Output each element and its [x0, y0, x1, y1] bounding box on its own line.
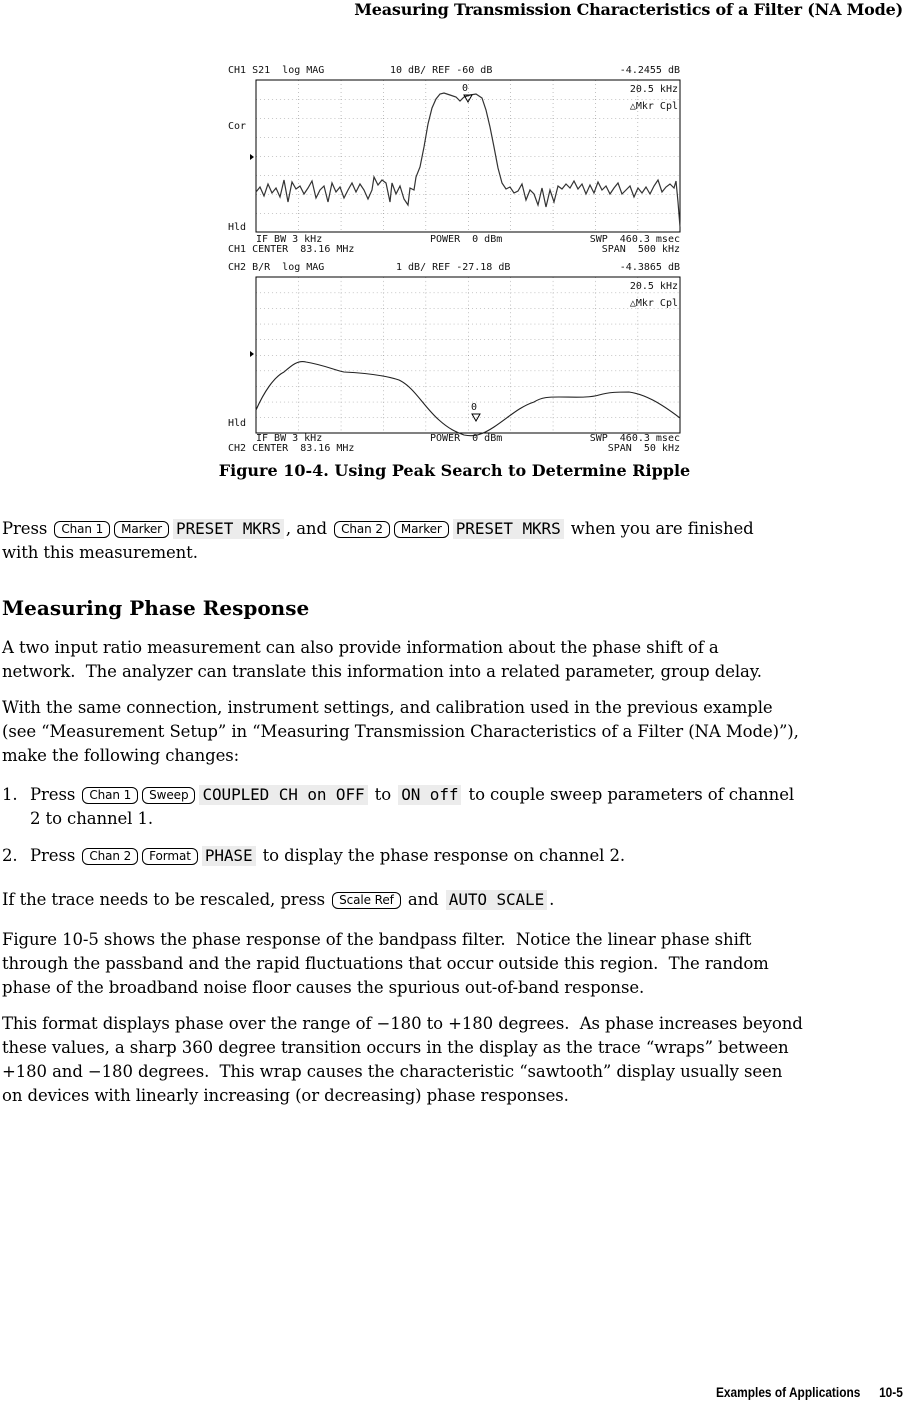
- ch2-header-scale: 1 dB/ REF -27.18 dB: [396, 262, 511, 273]
- ch1-center: CH1 CENTER 83.16 MHz: [228, 244, 355, 255]
- ch1-cor: Cor: [228, 121, 247, 132]
- section-heading: Measuring Phase Response: [2, 596, 310, 620]
- text-line: [2, 517, 754, 541]
- text-line: [2, 541, 754, 565]
- hardkey-chan-2: Chan 2: [82, 848, 138, 865]
- ch1-span: SPAN 500 kHz: [601, 244, 680, 255]
- ch1-ref-pointer: [250, 154, 254, 160]
- paragraph: [2, 636, 762, 684]
- text-line: [2, 660, 762, 684]
- softkey-phase: PHASE: [202, 846, 256, 866]
- paragraph: [2, 928, 769, 1000]
- ch2-ref-pointer: [250, 351, 254, 357]
- softkey-preset-mkrs: PRESET MKRS: [453, 519, 564, 539]
- ch1-marker-freq: 20.5 kHz: [629, 84, 678, 95]
- text: to display the phase response on channel 2.: [257, 846, 625, 865]
- paragraph: [2, 1012, 803, 1108]
- list-item: [2, 844, 625, 868]
- ch2-ifbw: IF BW 3 kHz: [256, 433, 323, 444]
- ch2-span: SPAN 50 kHz: [607, 443, 680, 454]
- text: A two input ratio measurement can also provide information about the phase shift of a: [2, 638, 719, 657]
- softkey-on-off: ON off: [398, 785, 461, 805]
- paragraph: [2, 696, 799, 768]
- ch2-center: CH2 CENTER 83.16 MHz: [228, 443, 355, 454]
- ch2-marker-freq: 20.5 kHz: [629, 281, 678, 292]
- text: If the trace needs to be rescaled, press: [2, 890, 331, 909]
- figure-caption: Figure 10-4. Using Peak Search to Determine Ripple: [218, 461, 691, 480]
- text: .: [549, 890, 555, 909]
- hardkey-scale-ref: Scale Ref: [332, 892, 401, 909]
- hardkey-marker: Marker: [114, 521, 169, 538]
- hardkey-chan-1: Chan 1: [82, 787, 138, 804]
- ch2-mkr-cpl: △Mkr Cpl: [629, 298, 678, 309]
- ch2-sweep-time: SWP 460.3 msec: [589, 433, 680, 444]
- softkey-preset-mkrs: PRESET MKRS: [173, 519, 284, 539]
- ch2-marker-label: 0: [471, 402, 478, 413]
- text: , and: [285, 519, 333, 538]
- text: when you are finished: [565, 519, 754, 538]
- text: With the same connection, instrument settings, and calibration used in the previous example: [2, 698, 773, 717]
- text-line: [2, 1036, 803, 1060]
- ch1-marker-value: -4.2455 dB: [619, 65, 680, 76]
- ch2-hold: Hld: [228, 418, 247, 429]
- ch2-power: POWER 0 dBm: [430, 433, 503, 444]
- text: 2 to channel 1.: [30, 809, 154, 828]
- text: these values, a sharp 360 degree transition occurs in the display as the trace “wraps” between: [2, 1038, 789, 1057]
- text-line: [2, 888, 554, 912]
- list-number: 1.: [2, 785, 18, 804]
- text: with this measurement.: [2, 543, 198, 562]
- hardkey-marker: Marker: [394, 521, 449, 538]
- text: to: [369, 785, 397, 804]
- list-item: [2, 783, 794, 831]
- text-line: [2, 952, 769, 976]
- ch1-hold: Hld: [228, 222, 247, 233]
- text-line: [2, 928, 769, 952]
- hardkey-chan-2: Chan 2: [334, 521, 390, 538]
- ch1-power: POWER 0 dBm: [430, 234, 503, 245]
- text: This format displays phase over the range of −180 to +180 degrees. As phase increases beyond: [2, 1014, 803, 1033]
- text-line: [30, 844, 625, 868]
- text: Figure 10-5 shows the phase response of the bandpass filter. Notice the linear phase shift: [2, 930, 752, 949]
- page-footer: [697, 1384, 903, 1400]
- text-line: [30, 783, 794, 807]
- ch2-header-left: CH2 B/R log MAG: [228, 262, 325, 273]
- text: (see “Measurement Setup” in “Measuring Transmission Characteristics of a Filter (NA Mode)”),: [2, 722, 799, 741]
- text: on devices with linearly increasing (or decreasing) phase responses.: [2, 1086, 569, 1105]
- text: to couple sweep parameters of channel: [463, 785, 795, 804]
- ch1-mkr-cpl: △Mkr Cpl: [629, 101, 678, 112]
- text: +180 and −180 degrees. This wrap causes the characteristic “sawtooth” display usually seen: [2, 1062, 783, 1081]
- text: network. The analyzer can translate this information into a related parameter, group delay.: [2, 662, 762, 681]
- ch1-ifbw: IF BW 3 kHz: [256, 234, 323, 245]
- text: make the following changes:: [2, 746, 240, 765]
- text: Press: [2, 519, 53, 538]
- ch1-header-scale: 10 dB/ REF -60 dB: [390, 65, 493, 76]
- text-line: [2, 720, 799, 744]
- hardkey-format: Format: [142, 848, 198, 865]
- text: Press: [30, 785, 81, 804]
- hardkey-chan-1: Chan 1: [54, 521, 110, 538]
- text: through the passband and the rapid fluctuations that occur outside this region. The random: [2, 954, 769, 973]
- text-line: [30, 807, 794, 831]
- text-line: [2, 696, 799, 720]
- ch2-graticule: [256, 277, 680, 433]
- ch1-header-left: CH1 S21 log MAG: [228, 65, 325, 76]
- text: phase of the broadband noise floor causes the spurious out-of-band response.: [2, 978, 645, 997]
- page-header: Measuring Transmission Characteristics of a Filter (NA Mode): [354, 0, 903, 19]
- text: Press: [30, 846, 81, 865]
- ch2-marker-value: -4.3865 dB: [619, 262, 680, 273]
- text-line: [2, 1084, 803, 1108]
- ch1-marker-label: 0: [462, 83, 469, 94]
- footer-page-number: 10-5: [879, 1384, 903, 1400]
- text-line: [2, 976, 769, 1000]
- text-line: [2, 744, 799, 768]
- analyzer-display-figure: [224, 62, 684, 457]
- hardkey-sweep: Sweep: [142, 787, 195, 804]
- text-line: [2, 636, 762, 660]
- analyzer-plots: [224, 62, 684, 457]
- paragraph: [2, 517, 754, 565]
- ch1-sweep-time: SWP 460.3 msec: [589, 234, 680, 245]
- text-line: [2, 1012, 803, 1036]
- text: and: [402, 890, 444, 909]
- footer-section: Examples of Applications: [716, 1384, 861, 1400]
- paragraph: [2, 888, 554, 912]
- softkey-coupled-ch-on-off: COUPLED CH on OFF: [199, 785, 367, 805]
- text-line: [2, 1060, 803, 1084]
- list-number: 2.: [2, 846, 18, 865]
- softkey-auto-scale: AUTO SCALE: [446, 890, 547, 910]
